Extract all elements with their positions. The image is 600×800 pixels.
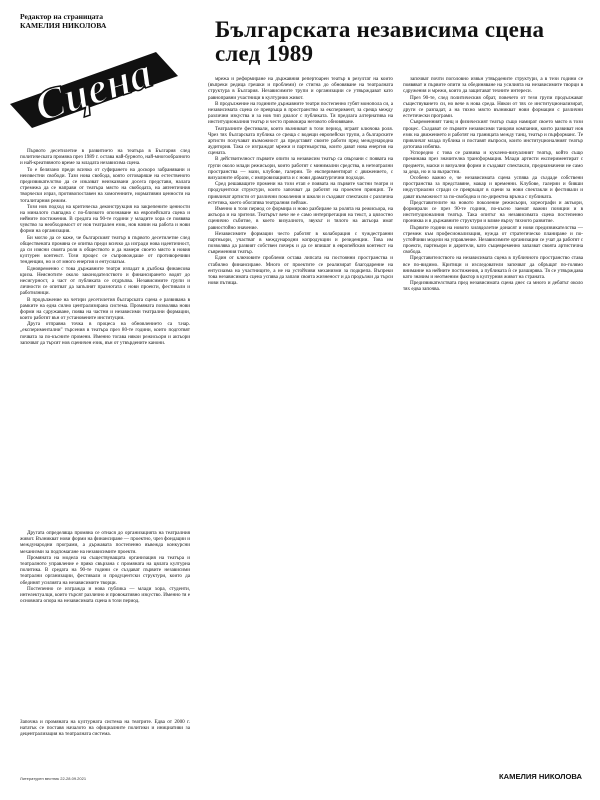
paragraph: Театралните фестивали, които възникват в този период, играят ключова роля. Чрез тях българската публика се среща с водещи европейски трупи, а българските артисти получават възможност да представят своите работи пред международна аудитория. Така се изграждат мрежи и партньорства, които дават нова енергия на сцената.	[208, 125, 393, 157]
paragraph: Постепенно се изгражда и нова публика — млади хора, студенти, интелектуалци, които търсят различно и провокативно изкуство. Именно тя е основната опора на независимата сцена в този период.	[20, 585, 190, 605]
paragraph: Сред решаващите промени на този етап е появата на първите частни театри и продуцентски структури, които започват да работят на проектен принцип. Те привличат артисти от различни поколения и школи и създават спектакли с различна естетика, което обогатява театралния пейзаж.	[208, 181, 393, 206]
paragraph: В продължение на годините държавните театри постепенно губят монопола си, а независимата сцена се превръща в пространство за експеримент, за среща между различни изкуства и за нов тип диалог с публиката. Тя предлага алтернатива на институционалния театър и често провокира неговото обновяване.	[208, 100, 393, 126]
paragraph: Този нов подход на критическа деконструкция на закрепените ценности на миналото съвпадна с по-близкото опознаване на европейската сцена и нейните постижения. В средата на 90-те години у младите хора се появява чувство за необходимост от нов театрален език, нов начин на работа и нови форми на организация.	[20, 203, 190, 235]
paragraph: Друга отправна точка в процеса на обновлението са т.нар. „експериментални" търсения в театъра през 80-те години, които подготвят почвата за по-късните промени. Именно тогава някои режисьори и актьори започват да търсят нов сценичен език, вън от утвърдените канони.	[20, 321, 190, 346]
editor-label: Редактор на страницата	[20, 12, 104, 21]
column-1-end	[20, 719, 190, 771]
paragraph: Би могло да се каже, че българският театър в първото десетилетие след обществената промяна се опитва преди всичко да изгради нова идентичност, да си изясни своята роля в обществото и да намери своето място в новия културен контекст. Този процес сe съпровождаше от противоречиви тенденции, но и от много енергия и ентусиазъм.	[20, 234, 190, 266]
paragraph: То е белязано преди всичко от суфирането на доскоро забранявани и неизвестни свободи. Тази нова свобода, която отговаряше на естественото предизвикателство да се изказват неизказвани досега представи, налага стремежа да се направи от театъра място на свободата, на автентичния творчески израз, противопоставен на хомогенните, нормативни ценности на тоталитарния режим.	[20, 166, 190, 204]
column-3	[403, 76, 583, 768]
paragraph: мрежа и реформиране на държавния репертоарен театър в резултат на които (въпреки редица грешки и проблеми) се стигна до обновяване на театралната структура в България. Независимите трупи и организации се утвърждават като равноправни участници в културния живот.	[208, 76, 393, 101]
author-signature: КАМЕЛИЯ НИКОЛОВА	[499, 772, 582, 781]
section-logo	[6, 46, 182, 136]
paragraph: Успоредно с това се развива и куклено-визуалният театър, който също преминава през значителна трансформация. Млади артисти експериментират с предмети, маски и визуални форми и създават спектакли, предназначени не само за деца, но и за възрастни.	[403, 150, 583, 175]
paragraph: Едновременно с това държавните театри изпадат в дълбока финансова криза. Неяснотите около законодателството и финансирането водят до несигурност, а част от публиката се отдръпва. Независимите групи и личности се опитват да запълнят празнотата с нови проекти, фестивали и работилници.	[20, 265, 190, 297]
column-1-bottom	[20, 530, 190, 720]
column-2	[208, 76, 393, 776]
editor-block	[20, 12, 170, 30]
scena-logo-graphic	[6, 46, 182, 136]
paragraph: Особено важно е, че независимата сцена успява да създаде собствени пространства за представяне, макар и временни. Клубове, галерии и бивши индустриални сгради се превръщат в сцени за нови спектакли и фестивали и дават възможност за по-свободна и по-директна връзка с публиката.	[403, 175, 583, 200]
paragraph: Независимите формации често работят в колаборация с чуждестранни партньори, участват в международни копродукции и резиденции. Това им позволява да развият собствен почерк и да се впишат в европейския контекст на съвременния театър.	[208, 230, 393, 256]
logo-word: Сцена	[28, 47, 158, 132]
paragraph: През 90-те, след политическия обрат, повечето от тези групи продължават съществуването си, но вече в нова среда. Някои от тях се институционализират, други се разпадат, а на тяхно място възникват нови формации с различни естетически програми.	[403, 94, 583, 120]
paragraph: Именно в този период се формира и ново разбиране за ролята на режисьора, на актьора и на зрителя. Театърът вече не е само интерпретация на текст, а цялостно сценично събитие, в което визуалното, звукът и тялото на актьора имат равностойно значение.	[208, 205, 393, 231]
paragraph: В продължение на четири десетилетия българската сцена е развивана в рамките на една силно централизирана система. Промяната позволява нови форми на сдружаване, поява на частни и независими театрални формации, които работят вън от установените институции.	[20, 296, 190, 322]
paragraph: В действителност първите опити за независим театър са свързани с появата на групи около млади режисьори, които работят с минимални средства, в нетеатрални пространства — мази, клубове, галерии. Те експериментират с движението, с визуалните образи, с импровизацията и с нови драматургични подходи.	[208, 156, 393, 181]
paragraph: Представителите на новото поколение режисьори, хореографи и актьори, формирали се през 90-те години, по-късно заемат важни позиции и в институционалния театър. Така опитът на независимата сцена постепенно прониква и в държавните структури и влияе върху тяхното развитие.	[403, 199, 583, 225]
paragraph: Представителството на независимата сцена в публичното пространство става все по-видимо. Критици и изследователи започват да обръщат по-голямо внимание на нейните постижения, а публиката ѝ се разширява. Тя се утвърждава като значим и неотменим фактор в културния живот на страната.	[403, 255, 583, 280]
editor-name: КАМЕЛИЯ НИКОЛОВА	[20, 21, 107, 30]
paragraph: Промяната на модела на съществуващата организация на театъра и театралното управление е пряко свързана с промяната на цялата културна политика. В средата на 90-те години се създават първите независими театрални организации, фестивали и продуцентски структури, които да обединят усилията на независимите творци.	[20, 554, 190, 586]
paragraph: Предизвикателствата пред независимата сцена днес са много и дебатът около тях едва започва.	[403, 280, 583, 293]
paragraph: Започна и промяната на културната система на театрите. Едва от 2000 г. нататък се поставя началото на официалните политики и инициативи за децентрализация на театралната система.	[20, 719, 190, 738]
column-1-top	[20, 148, 190, 528]
paragraph: Първите години на новото хилядолетие донасят и нови предизвикателства — стремеж към професионализация, нужда от стратегическо планиране и по-устойчиви модели на управление. Независимите организации се учат да работят с проекти, партньори и дарители, като същевременно запазват своята артистична свобода.	[403, 224, 583, 256]
paragraph: Другата определяща промяна се отнася до организацията на театралния живот. Възникват нови форми на финансиране — проектно, чрез фондации и международни програми, а държавата постепенно въвежда конкурсни механизми за подпомагане на независимите проекти.	[20, 530, 190, 555]
paragraph: Един от ключовите проблеми остава липсата на постоянни пространства и стабилно финансиране. Много от проектите се реализират благодарение на ентусиазма на участниците, а не на устойчиви механизми за подкрепа. Въпреки това независимата сцена успява да запази своята жизненост и да продължи да търси нови пътища.	[208, 255, 393, 287]
paragraph: Съвременният танц и физическият театър също намират своето място в този процес. Създават се първите независими танцови компании, които развиват нов език на движението и работят на границата между танц, театър и пърформанс. Те привличат млада публика и поставят въпроси, които институционалният театър дотогава избягва.	[403, 119, 583, 151]
footer-source: Литературен вестник 22-28.09.2021	[20, 776, 87, 781]
paragraph: Първото десетилетие в развитието на театъра в България след политическата промяна през 1989 г. остава най-бурното, най-многообразното и най-креативното време за младата независима сцена.	[20, 148, 190, 167]
paragraph: започват почти поголовно извън утвърдените структури, а в тези години се появяват и първите опити за обединяване на усилията на независимите творци в сдружения и мрежи, които да защитават техните интереси.	[403, 76, 583, 95]
headline: Българската независима сцена след 1989	[215, 17, 545, 66]
